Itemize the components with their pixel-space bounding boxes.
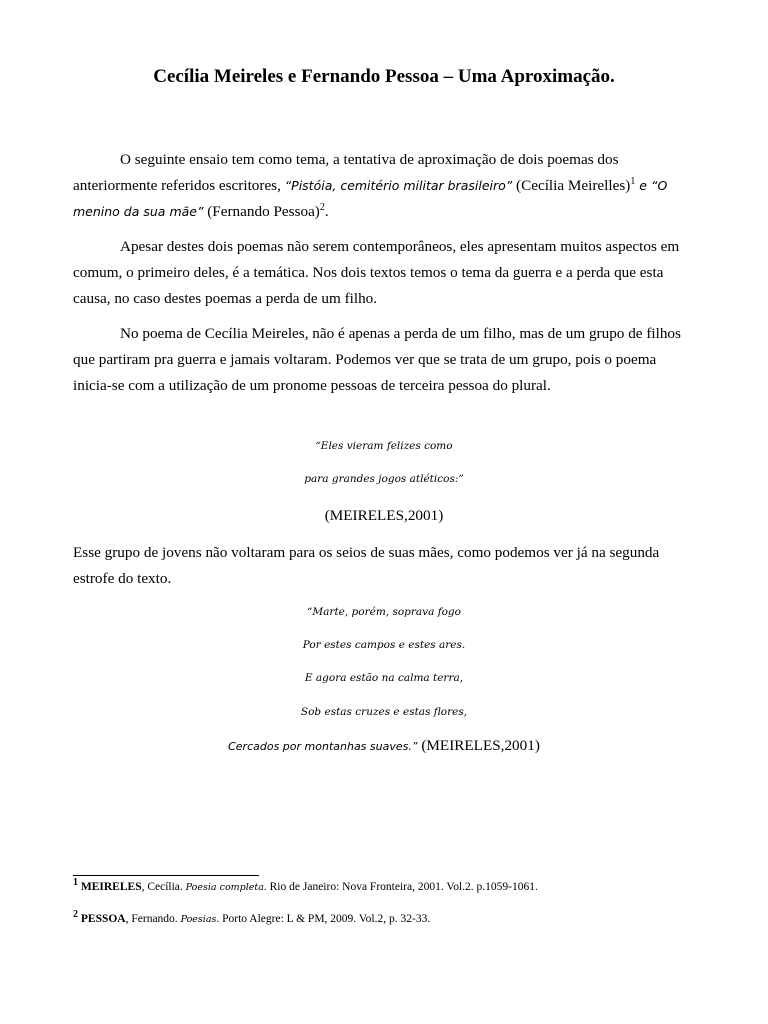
- poem2-line: Por estes campos e estes ares.: [302, 639, 466, 651]
- poem1-line: “Eles vieram felizes como: [315, 440, 453, 452]
- footnote-book: Poesias: [180, 914, 217, 925]
- intro-author-2: (Fernando Pessoa): [203, 203, 320, 220]
- footnote-divider: [73, 875, 259, 876]
- poem2-line: “Marte, porém, soprava fogo: [307, 606, 461, 618]
- poem1-line: para grandes jogos atléticos:”: [304, 473, 464, 485]
- footnote-text: . Porto Alegre: L & PM, 2009. Vol.2, p. 32-33.: [216, 913, 431, 925]
- paragraph-intro: [73, 147, 697, 225]
- intro-connector: e “: [635, 178, 658, 193]
- citation: (MEIRELES,2001): [324, 507, 444, 524]
- footnote-1: [73, 877, 713, 893]
- footnote-text: , Fernando.: [125, 913, 181, 925]
- footnote-text: , Cecília.: [141, 881, 186, 893]
- paragraph-theme: Apesar destes dois poemas não serem contemporâneos, eles apresentam muitos aspectos em comum, o primeiro deles, é a temática. Nos dois textos temos o tema da guerra e a perda que esta causa, no caso destes poemas a perda de um filho.: [73, 238, 680, 307]
- footnote-2: [73, 909, 713, 925]
- footnote-author: MEIRELES: [80, 881, 142, 893]
- poem2-line: Sob estas cruzes e estas flores,: [300, 706, 468, 718]
- footnote-number: 1: [73, 877, 78, 889]
- paragraph-mothers: Esse grupo de jovens não voltaram para os seios de suas mães, como podemos ver já na segunda estrofe do texto.: [73, 544, 660, 587]
- footnote-ref-2[interactable]: 2: [319, 201, 325, 213]
- footnote-book: Poesia completa: [185, 882, 264, 893]
- paragraph-group: No poema de Cecília Meireles, não é apenas a perda de um filho, mas de um grupo de filhos que partiram pra guerra e jamais voltaram. Podemos ver que se trata de um grupo, pois o poema inicia-se com a utilização de um pronome pessoas de terceira pessoa do plural.: [73, 325, 681, 394]
- footnote-text: . Rio de Janeiro: Nova Fronteira, 2001. Vol.2. p.1059-1061.: [263, 881, 538, 893]
- footnote-ref-1[interactable]: 1: [630, 175, 636, 187]
- footnote-author: PESSOA: [80, 913, 126, 925]
- poem-title-cecilia: “Pistóia, cemitério militar brasileiro”: [284, 178, 513, 193]
- poem2-line: Cercados por montanhas suaves.”: [228, 740, 418, 753]
- poem-title-pessoa: O menino da sua mãe”: [73, 178, 668, 219]
- intro-author-1: (Cecília Meirelles): [512, 177, 631, 194]
- citation: (MEIRELES,2001): [421, 737, 540, 754]
- footnote-number: 2: [73, 909, 78, 921]
- poem2-last-line: [0, 737, 768, 755]
- intro-text: O seguinte ensaio tem como tema, a tentativa de aproximação de dois poemas dos anteriormente referidos escritores,: [73, 151, 619, 194]
- poem2-line: E agora estão na calma terra,: [304, 672, 464, 684]
- intro-end: .: [324, 203, 329, 220]
- document-title: Cecília Meireles e Fernando Pessoa – Uma Aproximação.: [153, 66, 615, 87]
